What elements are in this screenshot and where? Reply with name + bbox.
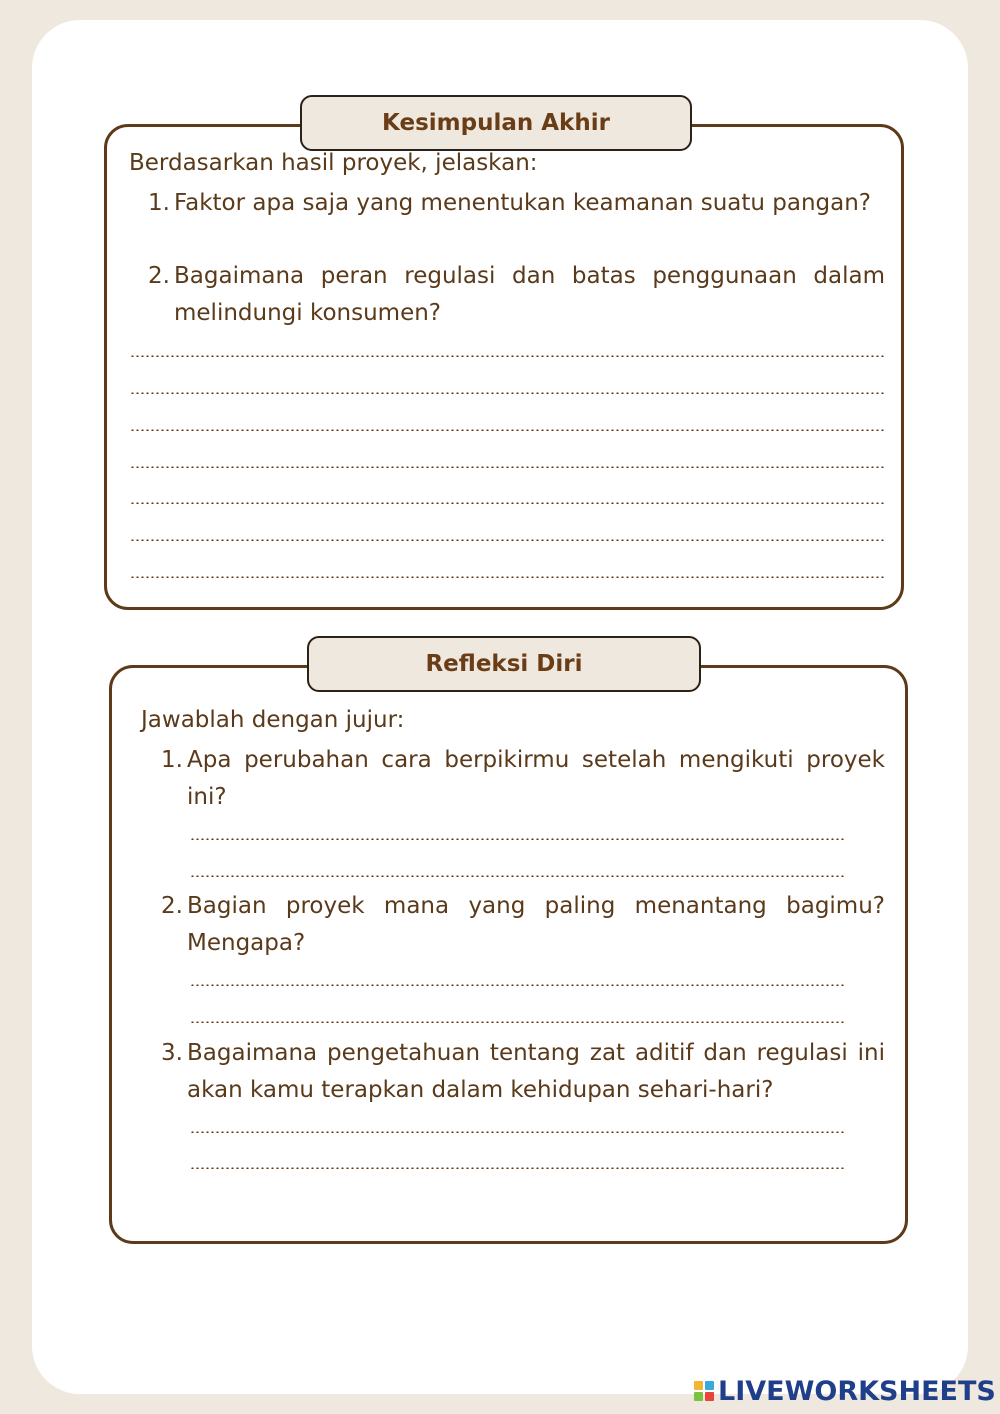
answer-line[interactable] [190, 1131, 846, 1133]
logo-square [705, 1381, 714, 1390]
logo-square [694, 1381, 703, 1390]
conclusion-question-2 [148, 258, 885, 332]
question-text: Bagian proyek mana yang paling menantang bagimu? Mengapa? [187, 893, 885, 956]
answer-line[interactable] [190, 984, 846, 986]
question-text: Bagaimana pengetahuan tentang zat aditif dan regulasi ini akan kamu terapkan dalam kehidupan sehari-hari? [187, 1040, 885, 1103]
answer-line[interactable] [190, 875, 846, 877]
answer-line[interactable] [130, 502, 884, 504]
reflection-question-2 [161, 888, 885, 962]
question-text: Apa perubahan cara berpikirmu setelah mengikuti proyek ini? [187, 747, 885, 810]
answer-line[interactable] [130, 392, 884, 394]
answer-line[interactable] [190, 1021, 846, 1023]
reflection-title: Refleksi Diri [307, 636, 701, 692]
reflection-intro: Jawablah dengan jujur: [141, 707, 405, 733]
answer-line[interactable] [130, 539, 884, 541]
answer-line[interactable] [130, 429, 884, 431]
question-text: Faktor apa saja yang menentukan keamanan suatu pangan? [174, 190, 872, 216]
question-number: 3. [161, 1040, 183, 1066]
liveworksheets-logo[interactable] [694, 1376, 996, 1406]
question-number: 2. [161, 893, 183, 919]
answer-line[interactable] [130, 355, 884, 357]
answer-line[interactable] [190, 838, 846, 840]
reflection-question-1 [161, 742, 885, 816]
logo-square [705, 1392, 714, 1401]
reflection-question-3 [161, 1035, 885, 1109]
answer-line[interactable] [130, 466, 884, 468]
question-number: 1. [148, 190, 170, 216]
question-text: Bagaimana peran regulasi dan batas penggunaan dalam melindungi konsumen? [174, 263, 885, 326]
conclusion-intro: Berdasarkan hasil proyek, jelaskan: [129, 150, 538, 176]
answer-line[interactable] [190, 1167, 846, 1169]
question-number: 1. [161, 747, 183, 773]
liveworksheets-logo-text: LIVEWORKSHEETS [718, 1375, 996, 1407]
answer-line[interactable] [130, 576, 884, 578]
question-number: 2. [148, 263, 170, 289]
conclusion-question-1 [148, 185, 885, 259]
liveworksheets-logo-icon [694, 1381, 714, 1401]
logo-square [694, 1392, 703, 1401]
conclusion-title: Kesimpulan Akhir [300, 95, 692, 151]
